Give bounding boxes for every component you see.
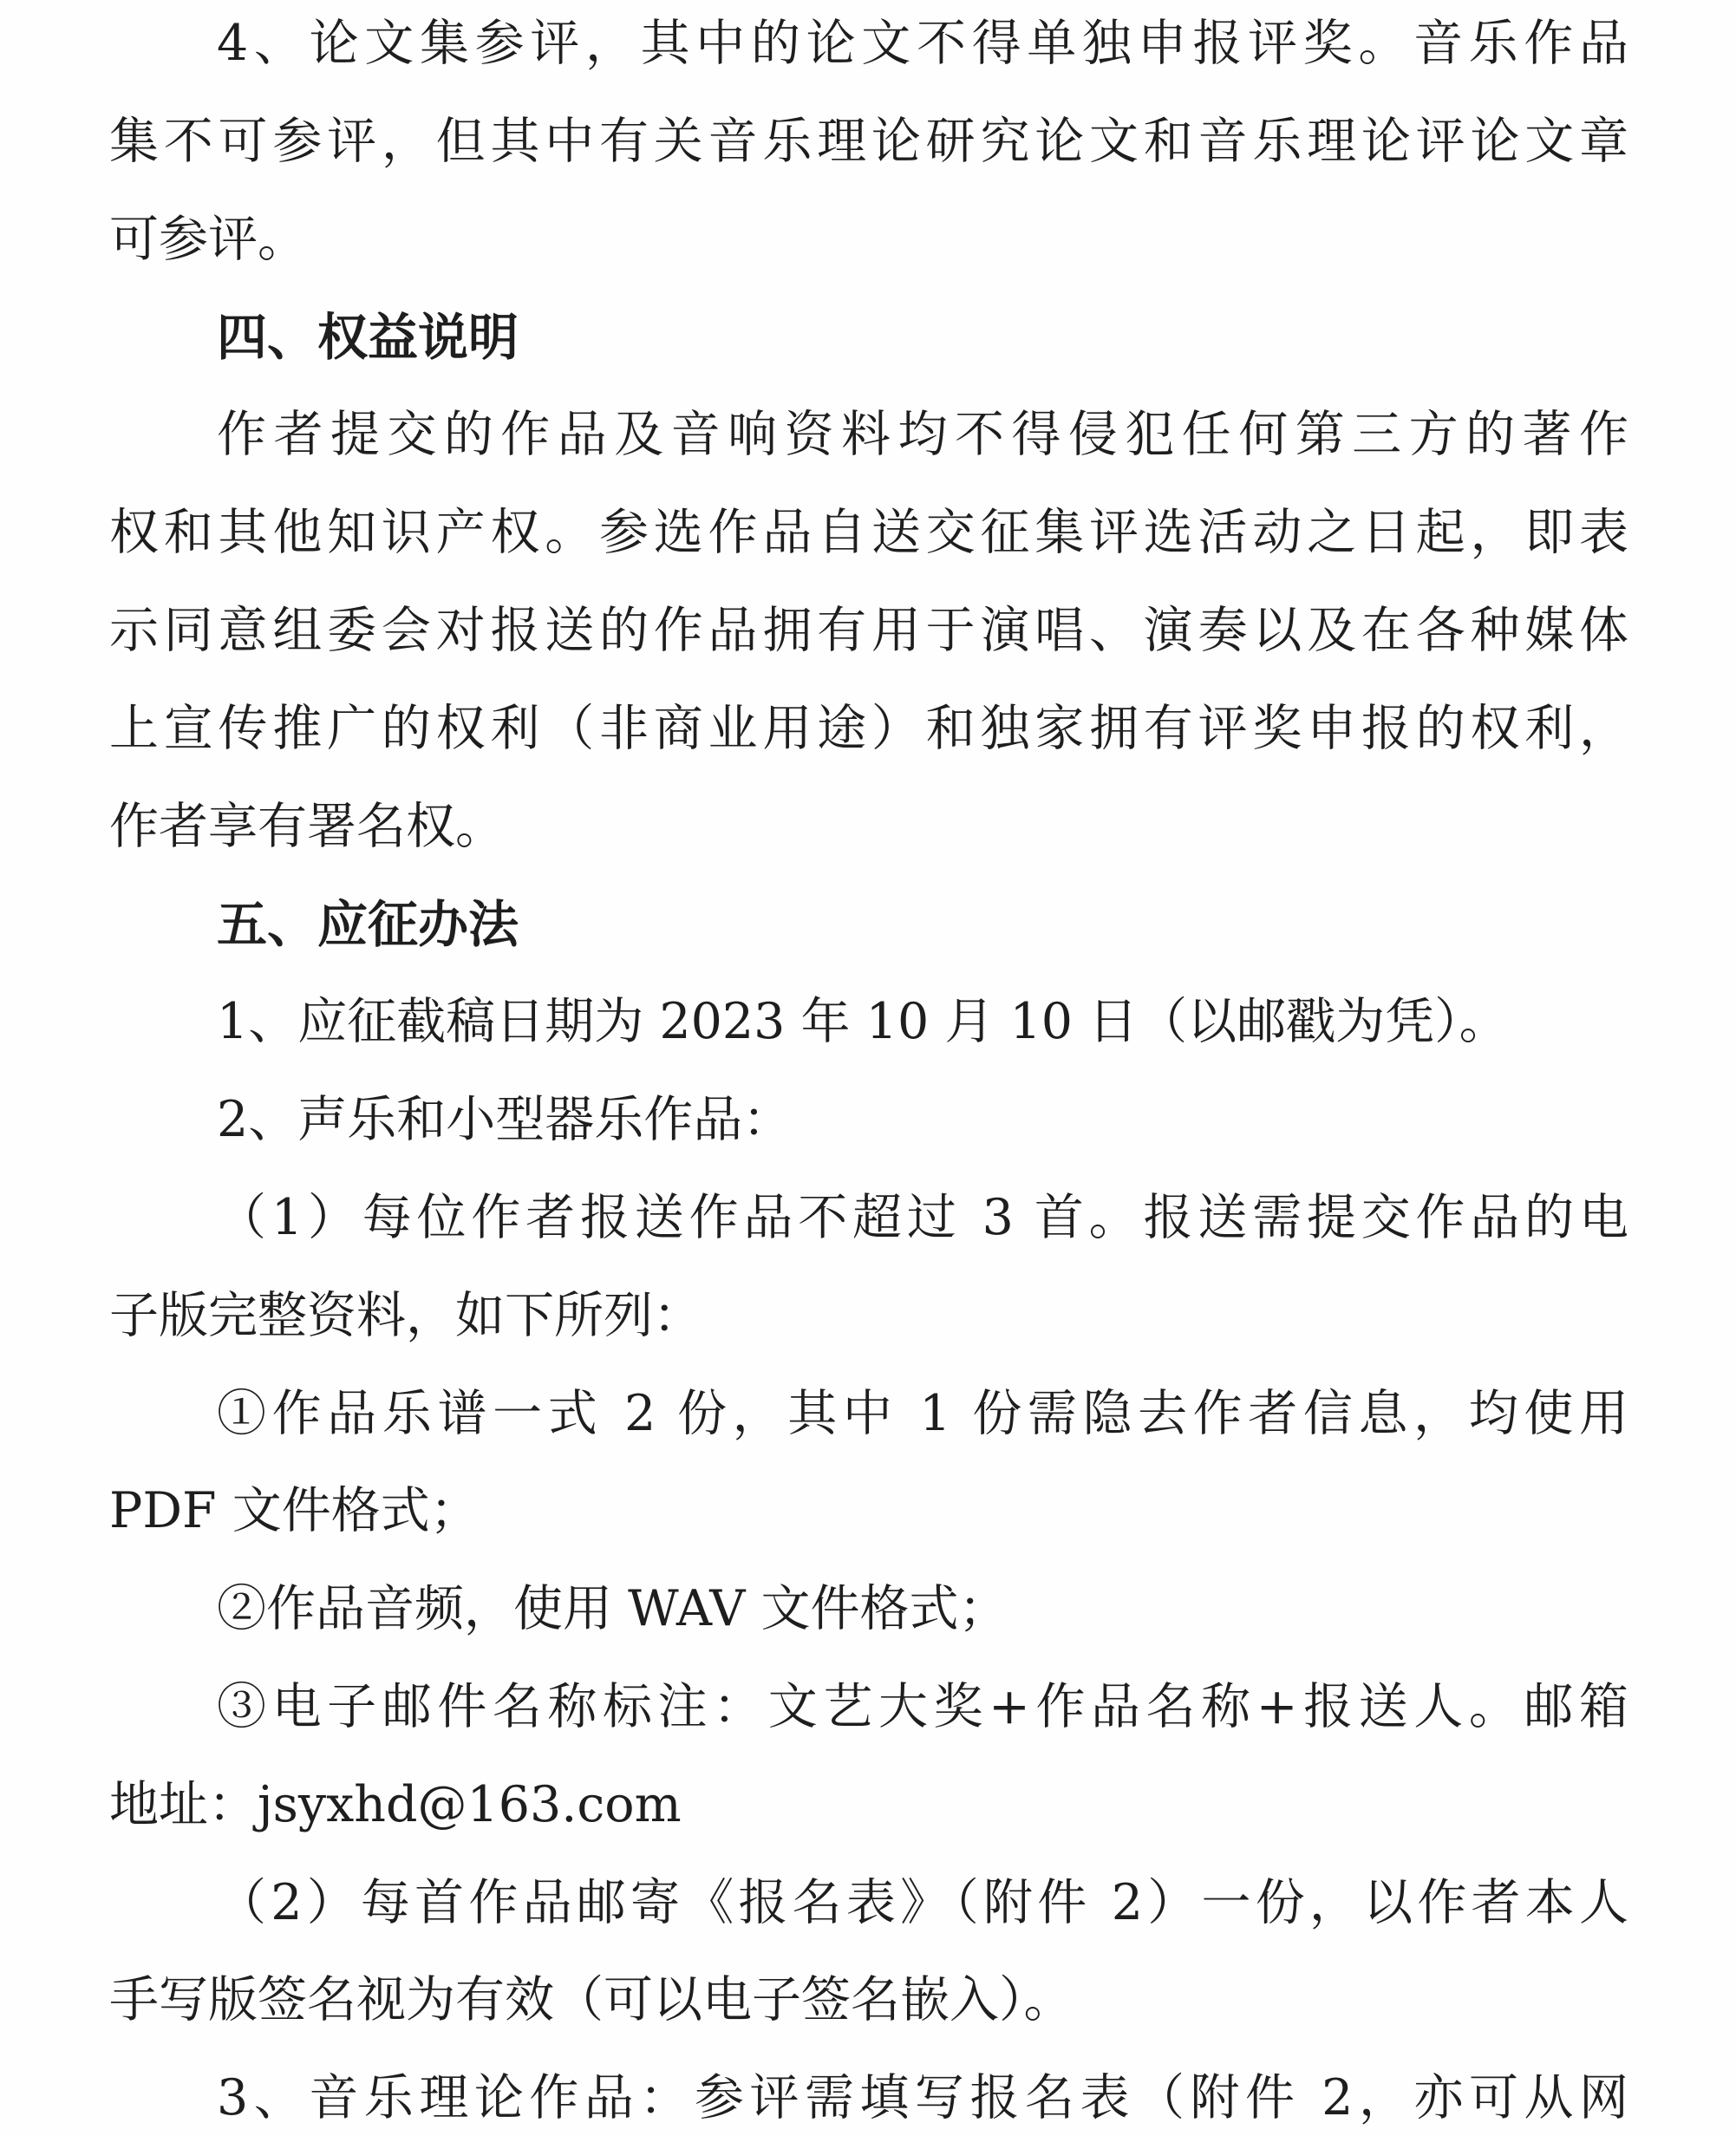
paragraph-line: （1）每位作者报送作品不超过 3 首。报送需提交作品的电 — [217, 1189, 1628, 1246]
paragraph-line: ③电子邮件名称标注：文艺大奖+作品名称+报送人。邮箱 — [217, 1678, 1628, 1735]
paragraph-line: ②作品音频，使用 WAV 文件格式； — [217, 1580, 1008, 1637]
paragraph-line: 作者享有署名权。 — [109, 798, 505, 855]
paragraph-line: 可参评。 — [109, 211, 307, 268]
paragraph-line: 上宣传推广的权利（非商业用途）和独家拥有评奖申报的权利， — [109, 700, 1628, 757]
paragraph-line: 2、声乐和小型器乐作品： — [217, 1091, 793, 1148]
paragraph-line: 手写版签名视为有效（可以电子签名嵌入）。 — [109, 1971, 1074, 2028]
section-heading: 五、应征办法 — [217, 895, 519, 954]
paragraph-line: 3、音乐理论作品：参评需填写报名表（附件 2，亦可从网 — [217, 2069, 1628, 2126]
paragraph-line: ①作品乐谱一式 2 份，其中 1 份需隐去作者信息，均使用 — [217, 1385, 1628, 1442]
paragraph-line: （2）每首作品邮寄《报名表》（附件 2）一份，以作者本人 — [217, 1874, 1628, 1931]
paragraph-line: PDF 文件格式； — [109, 1482, 480, 1539]
paragraph-line: 4、论文集参评，其中的论文不得单独申报评奖。音乐作品 — [217, 15, 1628, 72]
paragraph-line: 集不可参评，但其中有关音乐理论研究论文和音乐理论评论文章 — [109, 113, 1628, 170]
paragraph-line: 1、应征截稿日期为 2023 年 10 月 10 日（以邮戳为凭）。 — [217, 993, 1509, 1050]
paragraph-line: 权和其他知识产权。参选作品自送交征集评选活动之日起，即表 — [109, 504, 1628, 561]
paragraph-line: 示同意组委会对报送的作品拥有用于演唱、演奏以及在各种媒体 — [109, 602, 1628, 659]
section-heading: 四、权益说明 — [217, 308, 519, 367]
paragraph-line: 作者提交的作品及音响资料均不得侵犯任何第三方的著作 — [217, 406, 1628, 463]
paragraph-line: 子版完整资料，如下所列： — [109, 1287, 702, 1344]
email-address-line: 地址：jsyxhd@163.com — [109, 1776, 682, 1833]
